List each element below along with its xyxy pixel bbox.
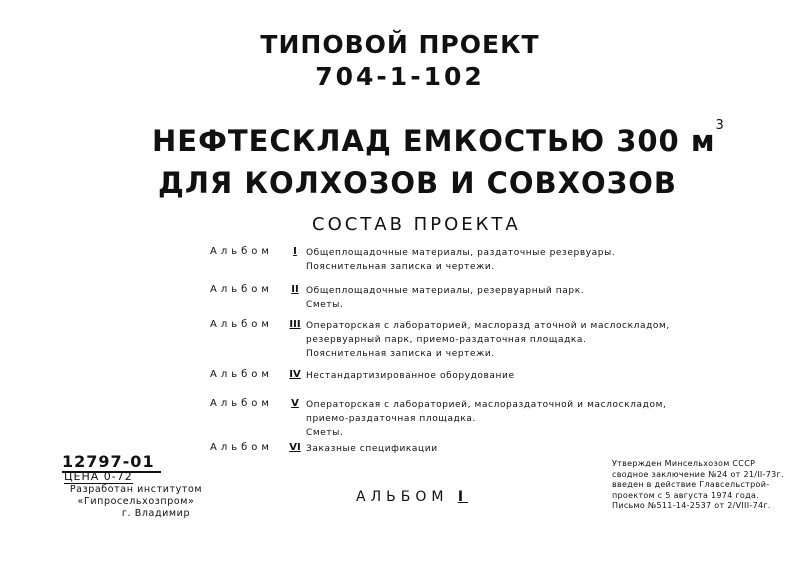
- album-description-line: Общеплощадочные материалы, раздаточные резервуары.: [306, 248, 616, 258]
- album-description-line: Сметы.: [306, 428, 344, 438]
- album-description-line: Нестандартизированное оборудование: [306, 371, 515, 381]
- approval-line: Утвержден Минсельхозом СССР: [612, 459, 756, 468]
- album-label: Альбом: [210, 246, 273, 257]
- composition-header: СОСТАВ ПРОЕКТА: [312, 214, 521, 235]
- album-description: [306, 319, 670, 361]
- album-number: IV: [289, 369, 301, 380]
- album-description: [306, 369, 515, 383]
- album-label: Альбом: [210, 369, 273, 380]
- album-description-line: Заказные спецификации: [306, 444, 438, 454]
- album-label: Альбом: [210, 442, 273, 453]
- album-number: III: [289, 319, 301, 330]
- album-description-line: резервуарный парк, приемо-раздаточная площадка.: [306, 335, 587, 345]
- approval-line: проектом с 5 августа 1974 года.: [612, 490, 759, 500]
- price-label: ЦЕНА 0-72: [64, 470, 133, 483]
- approval-line: Письмо №511-14-2537 от 2/VIII-74г.: [612, 501, 771, 510]
- title-line-1-text: НЕФТЕСКЛАД ЕМКОСТЬЮ 300 м: [152, 124, 716, 158]
- developer-line: г. Владимир: [121, 508, 191, 519]
- current-album: [356, 489, 468, 505]
- album-description-line: Пояснительная записка и чертежи.: [306, 349, 495, 359]
- developer-line: Разработан институтом: [69, 484, 203, 495]
- album-description: [306, 284, 584, 312]
- album-description-line: Операторская с лабораторией, маслораздаточной и маслоскладом,: [306, 400, 667, 410]
- project-number: 704-1-102: [315, 62, 485, 91]
- developer-block: [66, 484, 206, 520]
- album-description: [306, 398, 666, 440]
- current-album-label: АЛЬБОМ: [356, 489, 449, 505]
- album-description: [306, 442, 438, 456]
- album-description: [306, 246, 615, 274]
- album-description-line: Операторская с лабораторией, маслоразд аточной и маслоскладом,: [306, 321, 670, 331]
- album-description-line: Общеплощадочные материалы, резервуарный парк.: [306, 286, 585, 296]
- album-description-line: Пояснительная записка и чертежи.: [306, 262, 495, 272]
- album-description-line: Сметы.: [306, 300, 344, 310]
- album-number: I: [293, 246, 297, 257]
- title-superscript: 3: [715, 118, 725, 133]
- album-label: Альбом: [210, 398, 273, 409]
- approval-block: [612, 459, 784, 512]
- album-label: Альбом: [210, 284, 273, 295]
- album-number: VI: [289, 442, 301, 453]
- project-type-label: ТИПОВОЙ ПРОЕКТ: [260, 30, 540, 59]
- approval-line: введен в действие Главсельстрой-: [612, 480, 770, 489]
- developer-line: «Гипросельхозпром»: [77, 496, 195, 507]
- approval-line: сводное заключение №24 от 21/II-73г.: [612, 469, 784, 479]
- document-number: 12797-01: [62, 452, 161, 473]
- current-album-number: I: [457, 489, 469, 505]
- album-number: V: [291, 398, 299, 409]
- title-line-1: [152, 118, 725, 158]
- album-label: Альбом: [210, 319, 273, 330]
- title-line-2: ДЛЯ КОЛХОЗОВ И СОВХОЗОВ: [158, 166, 678, 200]
- album-description-line: приемо-раздаточная площадка.: [306, 414, 476, 424]
- album-number: II: [291, 284, 299, 295]
